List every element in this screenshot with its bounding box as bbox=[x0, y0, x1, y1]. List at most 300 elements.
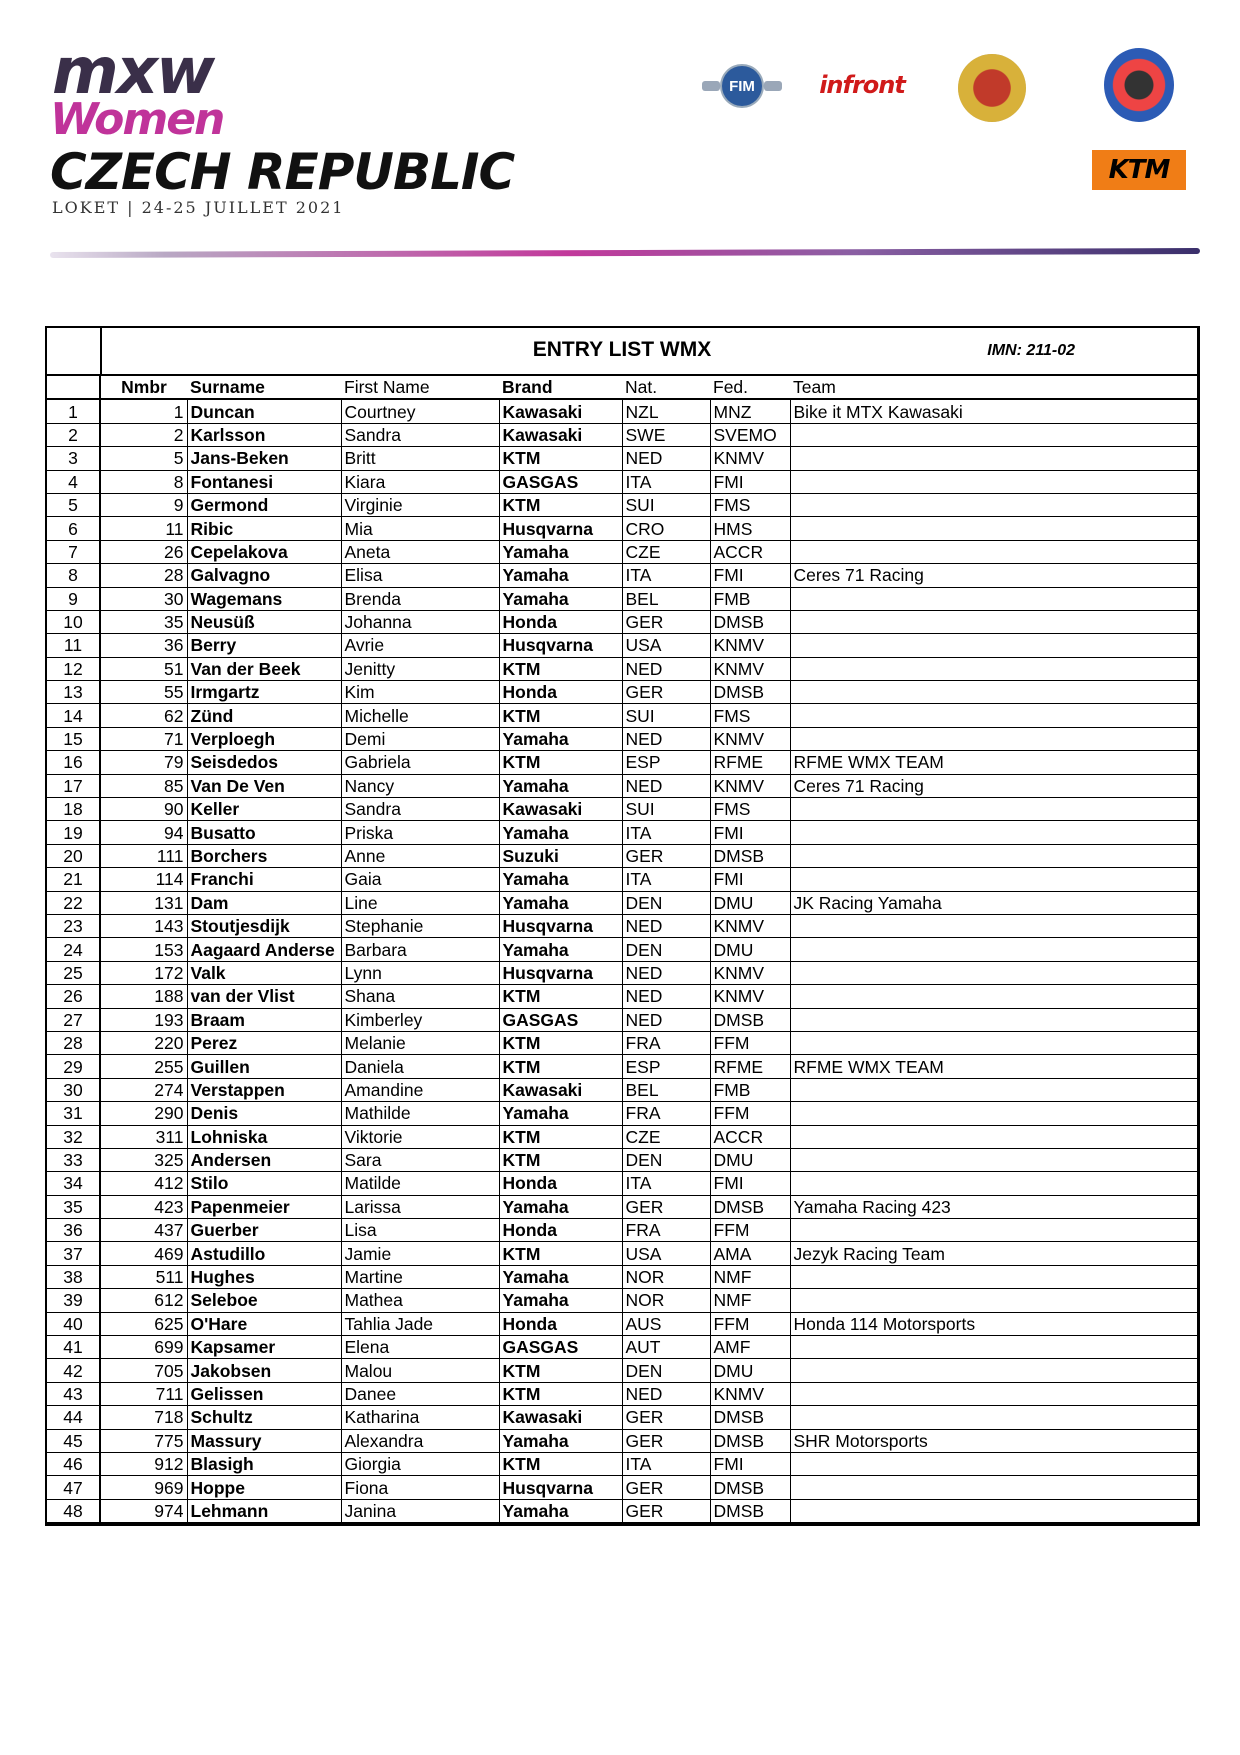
table-row bbox=[47, 704, 1197, 727]
rider-number-cell: 143 bbox=[100, 914, 187, 937]
brand-cell: KTM bbox=[499, 1452, 622, 1475]
table-row bbox=[47, 961, 1197, 984]
rider-number-cell: 325 bbox=[100, 1148, 187, 1171]
team-cell bbox=[790, 704, 1197, 727]
rider-number-cell: 705 bbox=[100, 1359, 187, 1382]
row-index-cell: 28 bbox=[47, 1031, 100, 1054]
federation-cell: KNMV bbox=[710, 914, 790, 937]
row-index-cell: 7 bbox=[47, 540, 100, 563]
nationality-cell: USA bbox=[622, 634, 710, 657]
team-cell bbox=[790, 1102, 1197, 1125]
first-name-cell: Kimberley bbox=[341, 1008, 499, 1031]
rider-number-cell: 71 bbox=[100, 727, 187, 750]
surname-cell: Aagaard Anderse bbox=[187, 938, 341, 961]
brand-cell: KTM bbox=[499, 1031, 622, 1054]
first-name-cell: Demi bbox=[341, 727, 499, 750]
rider-number-cell: 711 bbox=[100, 1382, 187, 1405]
row-index-cell: 18 bbox=[47, 798, 100, 821]
header-first-name: First Name bbox=[341, 376, 499, 399]
team-cell bbox=[790, 1336, 1197, 1359]
rider-number-cell: 172 bbox=[100, 961, 187, 984]
first-name-cell: Elisa bbox=[341, 564, 499, 587]
first-name-cell: Line bbox=[341, 891, 499, 914]
rider-number-cell: 188 bbox=[100, 985, 187, 1008]
team-cell bbox=[790, 1008, 1197, 1031]
first-name-cell: Jenitty bbox=[341, 657, 499, 680]
federation-cell: FMI bbox=[710, 821, 790, 844]
row-index-cell: 30 bbox=[47, 1078, 100, 1101]
federation-cell: FMI bbox=[710, 868, 790, 891]
table-row bbox=[47, 1055, 1197, 1078]
nationality-cell: CZE bbox=[622, 540, 710, 563]
row-index-cell: 42 bbox=[47, 1359, 100, 1382]
rider-number-cell: 311 bbox=[100, 1125, 187, 1148]
row-index-cell: 32 bbox=[47, 1125, 100, 1148]
row-index-cell: 36 bbox=[47, 1219, 100, 1242]
table-row bbox=[47, 1219, 1197, 1242]
surname-cell: Verploegh bbox=[187, 727, 341, 750]
table-row bbox=[47, 423, 1197, 446]
surname-cell: Seisdedos bbox=[187, 751, 341, 774]
team-cell bbox=[790, 1148, 1197, 1171]
team-cell: Yamaha Racing 423 bbox=[790, 1195, 1197, 1218]
brand-cell: Yamaha bbox=[499, 1499, 622, 1522]
header-number: Nmbr bbox=[100, 376, 187, 399]
team-cell bbox=[790, 1289, 1197, 1312]
rider-number-cell: 35 bbox=[100, 610, 187, 633]
nationality-cell: NED bbox=[622, 985, 710, 1008]
header-team: Team bbox=[790, 376, 1197, 399]
federation-cell: FMS bbox=[710, 704, 790, 727]
brand-cell: GASGAS bbox=[499, 1008, 622, 1031]
nationality-cell: NOR bbox=[622, 1289, 710, 1312]
team-cell bbox=[790, 1219, 1197, 1242]
table-row bbox=[47, 587, 1197, 610]
table-row bbox=[47, 1476, 1197, 1499]
table-row bbox=[47, 470, 1197, 493]
surname-cell: Blasigh bbox=[187, 1452, 341, 1475]
rider-number-cell: 469 bbox=[100, 1242, 187, 1265]
table-row bbox=[47, 1312, 1197, 1335]
nationality-cell: NED bbox=[622, 774, 710, 797]
surname-cell: Massury bbox=[187, 1429, 341, 1452]
surname-cell: Seleboe bbox=[187, 1289, 341, 1312]
team-cell bbox=[790, 1172, 1197, 1195]
table-row bbox=[47, 868, 1197, 891]
rider-number-cell: 79 bbox=[100, 751, 187, 774]
first-name-cell: Mathea bbox=[341, 1289, 499, 1312]
row-index-cell: 26 bbox=[47, 985, 100, 1008]
rider-number-cell: 8 bbox=[100, 470, 187, 493]
surname-cell: Valk bbox=[187, 961, 341, 984]
brand-cell: KTM bbox=[499, 1148, 622, 1171]
table-row bbox=[47, 447, 1197, 470]
row-index-cell: 41 bbox=[47, 1336, 100, 1359]
table-row bbox=[47, 1429, 1197, 1452]
rider-number-cell: 699 bbox=[100, 1336, 187, 1359]
acr-crest-icon bbox=[958, 54, 1026, 122]
row-index-cell: 29 bbox=[47, 1055, 100, 1078]
table-row bbox=[47, 1125, 1197, 1148]
mxw-logo: mxw bbox=[52, 35, 214, 109]
table-row bbox=[47, 751, 1197, 774]
first-name-cell: Martine bbox=[341, 1265, 499, 1288]
surname-cell: Van der Beek bbox=[187, 657, 341, 680]
first-name-cell: Kiara bbox=[341, 470, 499, 493]
first-name-cell: Sara bbox=[341, 1148, 499, 1171]
federation-cell: NMF bbox=[710, 1289, 790, 1312]
surname-cell: Neusüß bbox=[187, 610, 341, 633]
row-index-cell: 48 bbox=[47, 1499, 100, 1522]
rider-number-cell: 111 bbox=[100, 844, 187, 867]
first-name-cell: Anne bbox=[341, 844, 499, 867]
federation-cell: KNMV bbox=[710, 774, 790, 797]
brand-cell: KTM bbox=[499, 985, 622, 1008]
team-cell bbox=[790, 1476, 1197, 1499]
table-row bbox=[47, 564, 1197, 587]
table-row bbox=[47, 399, 1197, 423]
imn-code: IMN: 211-02 bbox=[987, 342, 1075, 359]
table-row bbox=[47, 1289, 1197, 1312]
rider-number-cell: 5 bbox=[100, 447, 187, 470]
rider-number-cell: 220 bbox=[100, 1031, 187, 1054]
infront-logo: infront bbox=[819, 71, 905, 99]
table-title: ENTRY LIST WMX bbox=[532, 338, 712, 361]
table-row bbox=[47, 1452, 1197, 1475]
nationality-cell: ITA bbox=[622, 1452, 710, 1475]
row-index-cell: 47 bbox=[47, 1476, 100, 1499]
team-cell bbox=[790, 587, 1197, 610]
table-row bbox=[47, 1148, 1197, 1171]
nationality-cell: NZL bbox=[622, 399, 710, 423]
nationality-cell: CRO bbox=[622, 517, 710, 540]
surname-cell: Dam bbox=[187, 891, 341, 914]
table-row bbox=[47, 1195, 1197, 1218]
surname-cell: Duncan bbox=[187, 399, 341, 423]
brand-cell: Husqvarna bbox=[499, 517, 622, 540]
team-cell bbox=[790, 1125, 1197, 1148]
nationality-cell: ITA bbox=[622, 564, 710, 587]
fim-wing-left-icon bbox=[702, 81, 720, 91]
surname-cell: Kapsamer bbox=[187, 1336, 341, 1359]
first-name-cell: Fiona bbox=[341, 1476, 499, 1499]
federation-cell: RFME bbox=[710, 1055, 790, 1078]
nationality-cell: GER bbox=[622, 1195, 710, 1218]
surname-cell: Andersen bbox=[187, 1148, 341, 1171]
rider-number-cell: 511 bbox=[100, 1265, 187, 1288]
surname-cell: Karlsson bbox=[187, 423, 341, 446]
row-index-cell: 1 bbox=[47, 399, 100, 423]
surname-cell: Germond bbox=[187, 493, 341, 516]
rider-number-cell: 1 bbox=[100, 399, 187, 423]
rider-number-cell: 290 bbox=[100, 1102, 187, 1125]
rider-number-cell: 193 bbox=[100, 1008, 187, 1031]
first-name-cell: Kim bbox=[341, 681, 499, 704]
team-cell bbox=[790, 1382, 1197, 1405]
table-row bbox=[47, 891, 1197, 914]
surname-cell: Berry bbox=[187, 634, 341, 657]
row-index-cell: 46 bbox=[47, 1452, 100, 1475]
event-title: CZECH REPUBLIC bbox=[50, 143, 515, 201]
federation-cell: KNMV bbox=[710, 961, 790, 984]
federation-cell: DMSB bbox=[710, 610, 790, 633]
table-row bbox=[47, 798, 1197, 821]
first-name-cell: Janina bbox=[341, 1499, 499, 1522]
surname-cell: Denis bbox=[187, 1102, 341, 1125]
team-cell bbox=[790, 447, 1197, 470]
team-cell: Ceres 71 Racing bbox=[790, 564, 1197, 587]
moto-club-loket-icon bbox=[1104, 48, 1174, 122]
nationality-cell: GER bbox=[622, 1476, 710, 1499]
federation-cell: DMU bbox=[710, 1359, 790, 1382]
row-index-cell: 16 bbox=[47, 751, 100, 774]
row-index-cell: 23 bbox=[47, 914, 100, 937]
nationality-cell: AUS bbox=[622, 1312, 710, 1335]
team-cell bbox=[790, 914, 1197, 937]
team-cell bbox=[790, 657, 1197, 680]
team-cell: Bike it MTX Kawasaki bbox=[790, 399, 1197, 423]
row-index-cell: 11 bbox=[47, 634, 100, 657]
brand-cell: Yamaha bbox=[499, 868, 622, 891]
nationality-cell: BEL bbox=[622, 587, 710, 610]
table-row bbox=[47, 1008, 1197, 1031]
row-index-cell: 12 bbox=[47, 657, 100, 680]
table-row bbox=[47, 610, 1197, 633]
first-name-cell: Priska bbox=[341, 821, 499, 844]
table-row bbox=[47, 1242, 1197, 1265]
rider-number-cell: 55 bbox=[100, 681, 187, 704]
table-row bbox=[47, 1031, 1197, 1054]
table-row bbox=[47, 821, 1197, 844]
rider-number-cell: 62 bbox=[100, 704, 187, 727]
header-index bbox=[47, 376, 100, 399]
rider-number-cell: 26 bbox=[100, 540, 187, 563]
first-name-cell: Sandra bbox=[341, 798, 499, 821]
first-name-cell: Lisa bbox=[341, 1219, 499, 1242]
federation-cell: MNZ bbox=[710, 399, 790, 423]
row-index-cell: 17 bbox=[47, 774, 100, 797]
team-cell bbox=[790, 470, 1197, 493]
rider-number-cell: 2 bbox=[100, 423, 187, 446]
brand-cell: Honda bbox=[499, 610, 622, 633]
federation-cell: DMU bbox=[710, 891, 790, 914]
rider-number-cell: 718 bbox=[100, 1406, 187, 1429]
row-index-cell: 10 bbox=[47, 610, 100, 633]
row-index-cell: 6 bbox=[47, 517, 100, 540]
team-cell bbox=[790, 610, 1197, 633]
federation-cell: DMSB bbox=[710, 844, 790, 867]
brand-cell: KTM bbox=[499, 1242, 622, 1265]
federation-cell: DMSB bbox=[710, 681, 790, 704]
brand-cell: Yamaha bbox=[499, 774, 622, 797]
surname-cell: Van De Ven bbox=[187, 774, 341, 797]
rider-number-cell: 153 bbox=[100, 938, 187, 961]
row-index-cell: 19 bbox=[47, 821, 100, 844]
nationality-cell: FRA bbox=[622, 1102, 710, 1125]
brand-cell: Husqvarna bbox=[499, 1476, 622, 1499]
first-name-cell: Michelle bbox=[341, 704, 499, 727]
surname-cell: Cepelakova bbox=[187, 540, 341, 563]
nationality-cell: BEL bbox=[622, 1078, 710, 1101]
entry-list-table bbox=[45, 326, 1200, 1526]
team-cell: Ceres 71 Racing bbox=[790, 774, 1197, 797]
first-name-cell: Sandra bbox=[341, 423, 499, 446]
first-name-cell: Shana bbox=[341, 985, 499, 1008]
brand-cell: Honda bbox=[499, 1312, 622, 1335]
team-cell bbox=[790, 493, 1197, 516]
nationality-cell: NED bbox=[622, 1008, 710, 1031]
row-index-cell: 37 bbox=[47, 1242, 100, 1265]
nationality-cell: SUI bbox=[622, 798, 710, 821]
first-name-cell: Larissa bbox=[341, 1195, 499, 1218]
nationality-cell: ESP bbox=[622, 751, 710, 774]
federation-cell: KNMV bbox=[710, 634, 790, 657]
brand-cell: Husqvarna bbox=[499, 961, 622, 984]
brand-cell: Yamaha bbox=[499, 727, 622, 750]
surname-cell: Astudillo bbox=[187, 1242, 341, 1265]
table-row bbox=[47, 844, 1197, 867]
federation-cell: DMSB bbox=[710, 1406, 790, 1429]
surname-cell: Borchers bbox=[187, 844, 341, 867]
first-name-cell: Gaia bbox=[341, 868, 499, 891]
surname-cell: Perez bbox=[187, 1031, 341, 1054]
federation-cell: FMI bbox=[710, 1452, 790, 1475]
surname-cell: Keller bbox=[187, 798, 341, 821]
team-cell bbox=[790, 1359, 1197, 1382]
first-name-cell: Brenda bbox=[341, 587, 499, 610]
nationality-cell: NED bbox=[622, 914, 710, 937]
nationality-cell: ITA bbox=[622, 868, 710, 891]
surname-cell: O'Hare bbox=[187, 1312, 341, 1335]
nationality-cell: FRA bbox=[622, 1031, 710, 1054]
nationality-cell: NED bbox=[622, 447, 710, 470]
rider-number-cell: 437 bbox=[100, 1219, 187, 1242]
nationality-cell: ESP bbox=[622, 1055, 710, 1078]
nationality-cell: USA bbox=[622, 1242, 710, 1265]
brand-cell: Yamaha bbox=[499, 821, 622, 844]
nationality-cell: SWE bbox=[622, 423, 710, 446]
row-index-cell: 22 bbox=[47, 891, 100, 914]
team-cell: SHR Motorsports bbox=[790, 1429, 1197, 1452]
first-name-cell: Matilde bbox=[341, 1172, 499, 1195]
rider-number-cell: 30 bbox=[100, 587, 187, 610]
first-name-cell: Barbara bbox=[341, 938, 499, 961]
federation-cell: KNMV bbox=[710, 727, 790, 750]
first-name-cell: Aneta bbox=[341, 540, 499, 563]
brand-cell: Kawasaki bbox=[499, 423, 622, 446]
surname-cell: Hoppe bbox=[187, 1476, 341, 1499]
row-index-cell: 15 bbox=[47, 727, 100, 750]
table-row bbox=[47, 540, 1197, 563]
first-name-cell: Alexandra bbox=[341, 1429, 499, 1452]
surname-cell: Lohniska bbox=[187, 1125, 341, 1148]
surname-cell: Fontanesi bbox=[187, 470, 341, 493]
rider-number-cell: 423 bbox=[100, 1195, 187, 1218]
brand-cell: Kawasaki bbox=[499, 399, 622, 423]
nationality-cell: GER bbox=[622, 681, 710, 704]
row-index-cell: 2 bbox=[47, 423, 100, 446]
table-row bbox=[47, 1102, 1197, 1125]
surname-cell: Franchi bbox=[187, 868, 341, 891]
federation-cell: DMSB bbox=[710, 1499, 790, 1522]
surname-cell: Lehmann bbox=[187, 1499, 341, 1522]
nationality-cell: DEN bbox=[622, 1148, 710, 1171]
first-name-cell: Stephanie bbox=[341, 914, 499, 937]
row-index-cell: 13 bbox=[47, 681, 100, 704]
first-name-cell: Katharina bbox=[341, 1406, 499, 1429]
surname-cell: Galvagno bbox=[187, 564, 341, 587]
team-cell bbox=[790, 1452, 1197, 1475]
team-cell: RFME WMX TEAM bbox=[790, 1055, 1197, 1078]
first-name-cell: Lynn bbox=[341, 961, 499, 984]
nationality-cell: GER bbox=[622, 1499, 710, 1522]
federation-cell: FMS bbox=[710, 798, 790, 821]
row-index-cell: 44 bbox=[47, 1406, 100, 1429]
surname-cell: Hughes bbox=[187, 1265, 341, 1288]
surname-cell: Ribic bbox=[187, 517, 341, 540]
rider-number-cell: 974 bbox=[100, 1499, 187, 1522]
nationality-cell: GER bbox=[622, 610, 710, 633]
table-row bbox=[47, 1078, 1197, 1101]
brand-cell: GASGAS bbox=[499, 470, 622, 493]
brand-cell: KTM bbox=[499, 1382, 622, 1405]
rider-number-cell: 412 bbox=[100, 1172, 187, 1195]
nationality-cell: ITA bbox=[622, 821, 710, 844]
nationality-cell: DEN bbox=[622, 1359, 710, 1382]
first-name-cell: Giorgia bbox=[341, 1452, 499, 1475]
first-name-cell: Nancy bbox=[341, 774, 499, 797]
first-name-cell: Mia bbox=[341, 517, 499, 540]
brand-cell: KTM bbox=[499, 447, 622, 470]
team-cell bbox=[790, 634, 1197, 657]
team-cell bbox=[790, 985, 1197, 1008]
rider-number-cell: 85 bbox=[100, 774, 187, 797]
row-index-cell: 33 bbox=[47, 1148, 100, 1171]
team-cell bbox=[790, 423, 1197, 446]
first-name-cell: Mathilde bbox=[341, 1102, 499, 1125]
nationality-cell: GER bbox=[622, 1429, 710, 1452]
team-cell bbox=[790, 798, 1197, 821]
header-brand: Brand bbox=[499, 376, 622, 399]
ktm-logo: KTM bbox=[1092, 150, 1186, 190]
federation-cell: DMSB bbox=[710, 1429, 790, 1452]
table-row bbox=[47, 634, 1197, 657]
fim-badge: FIM bbox=[720, 64, 764, 108]
brand-cell: KTM bbox=[499, 704, 622, 727]
federation-cell: NMF bbox=[710, 1265, 790, 1288]
rider-number-cell: 94 bbox=[100, 821, 187, 844]
row-index-cell: 9 bbox=[47, 587, 100, 610]
surname-cell: Jakobsen bbox=[187, 1359, 341, 1382]
table-row bbox=[47, 985, 1197, 1008]
federation-cell: ACCR bbox=[710, 1125, 790, 1148]
federation-cell: DMSB bbox=[710, 1008, 790, 1031]
entry-rows bbox=[47, 376, 1197, 1523]
brand-cell: KTM bbox=[499, 751, 622, 774]
brand-cell: Honda bbox=[499, 681, 622, 704]
row-index-cell: 45 bbox=[47, 1429, 100, 1452]
table-row bbox=[47, 774, 1197, 797]
brand-cell: Honda bbox=[499, 1172, 622, 1195]
table-row bbox=[47, 657, 1197, 680]
federation-cell: RFME bbox=[710, 751, 790, 774]
federation-cell: DMSB bbox=[710, 1195, 790, 1218]
brand-cell: GASGAS bbox=[499, 1336, 622, 1359]
rider-number-cell: 625 bbox=[100, 1312, 187, 1335]
brand-cell: KTM bbox=[499, 657, 622, 680]
first-name-cell: Daniela bbox=[341, 1055, 499, 1078]
federation-cell: SVEMO bbox=[710, 423, 790, 446]
